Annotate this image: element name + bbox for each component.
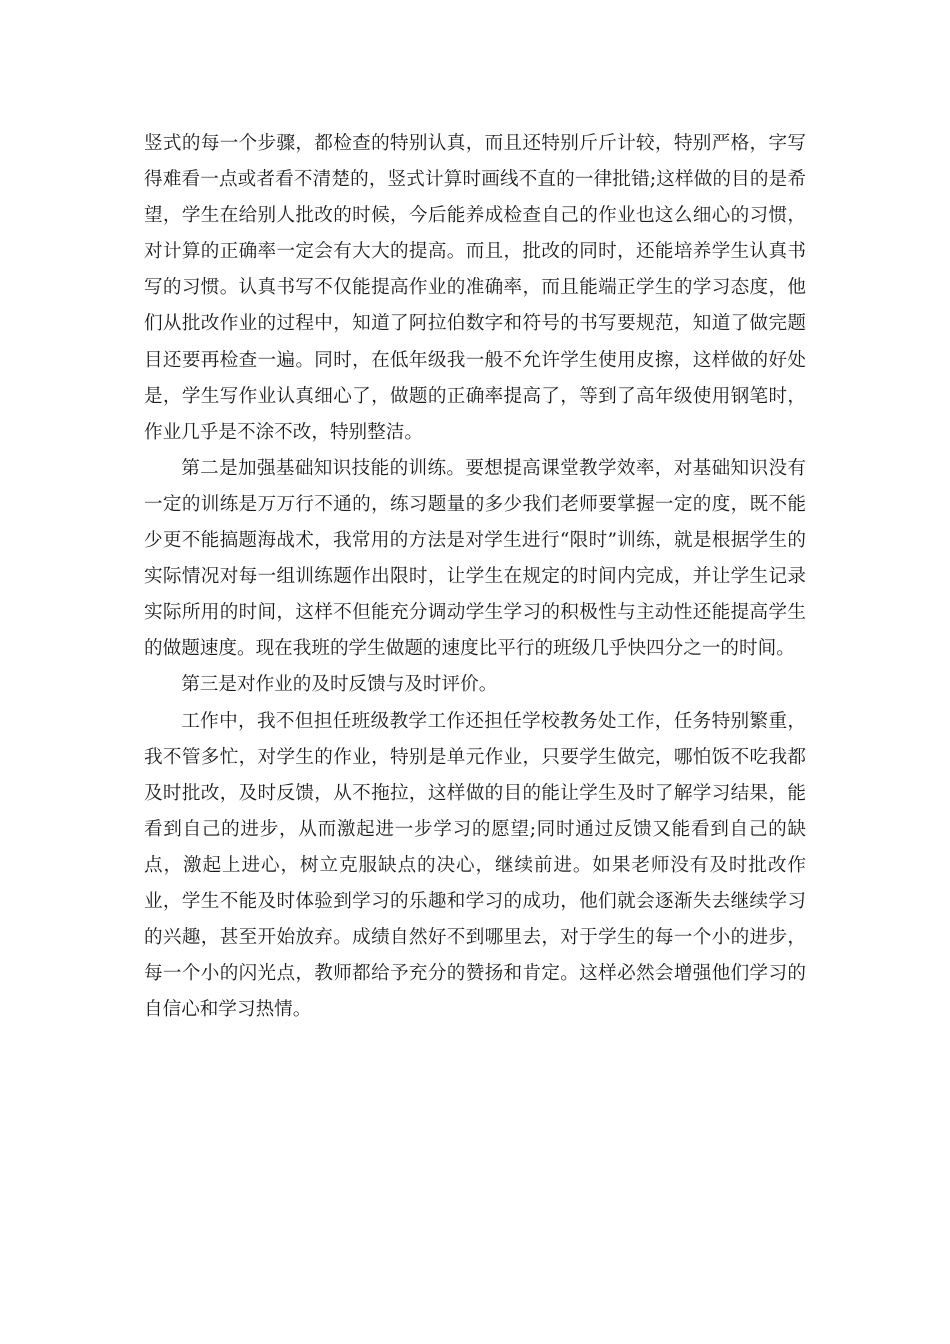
paragraph-basic-skills-training: 第二是加强基础知识技能的训练。要想提高课堂教学效率，对基础知识没有一定的训练是万万行不通的，练习题量的多少我们老师要掌握一定的度，既不能少更不能搞题海战术，我常用的方法是对学生进行“限时”训练，就是根据学生的实际情况对每一组训练题作出限时，让学生在规定的时间内完成，并让学生记录实际所用的时间，这样不但能充分调动学生学习的积极性与主动性还能提高学生的做题速度。现在我班的学生做题的速度比平行的班级几乎快四分之一的时间。	[144, 457, 806, 660]
paragraph-checking-details: 竖式的每一个步骤，都检查的特别认真，而且还特别斤斤计较，特别严格，字写得难看一点或者看不清楚的，竖式计算时画线不直的一律批错;这样做的目的是希望，学生在给别人批改的时候，今后能养成检查自己的作业也这么细心的习惯，对计算的正确率一定会有大大的提高。而且，批改的同时，还能培养学生认真书写的习惯。认真书写不仅能提高作业的准确率，而且能端正学生的学习态度，他们从批改作业的过程中，知道了阿拉伯数字和符号的书写要规范，知道了做完题目还要再检查一遍。同时，在低年级我一般不允许学生使用皮擦，这样做的好处是，学生写作业认真细心了，做题的正确率提高了，等到了高年级使用钢笔时，作业几乎是不涂不改，特别整洁。	[144, 133, 806, 443]
paragraph-feedback-heading: 第三是对作业的及时反馈与及时评价。	[181, 674, 498, 696]
paragraph-timely-feedback: 工作中，我不但担任班级教学工作还担任学校教务处工作，任务特别繁重，我不管多忙，对学生的作业，特别是单元作业，只要学生做完，哪怕饭不吃我都及时批改，及时反馈，从不拖拉，这样做的目的能让学生及时了解学习结果，能看到自己的进步，从而激起进一步学习的愿望;同时通过反馈又能看到自己的缺点，激起上进心，树立克服缺点的决心，继续前进。如果老师没有及时批改作业，学生不能及时体验到学习的乐趣和学习的成功，他们就会逐渐失去继续学习的兴趣，甚至开始放弃。成绩自然好不到哪里去，对于学生的每一个小的进步，每一个小的闪光点，教师都给予充分的赞扬和肯定。这样必然会增强他们学习的自信心和学习热情。	[144, 710, 806, 1021]
document-body	[144, 126, 806, 1028]
